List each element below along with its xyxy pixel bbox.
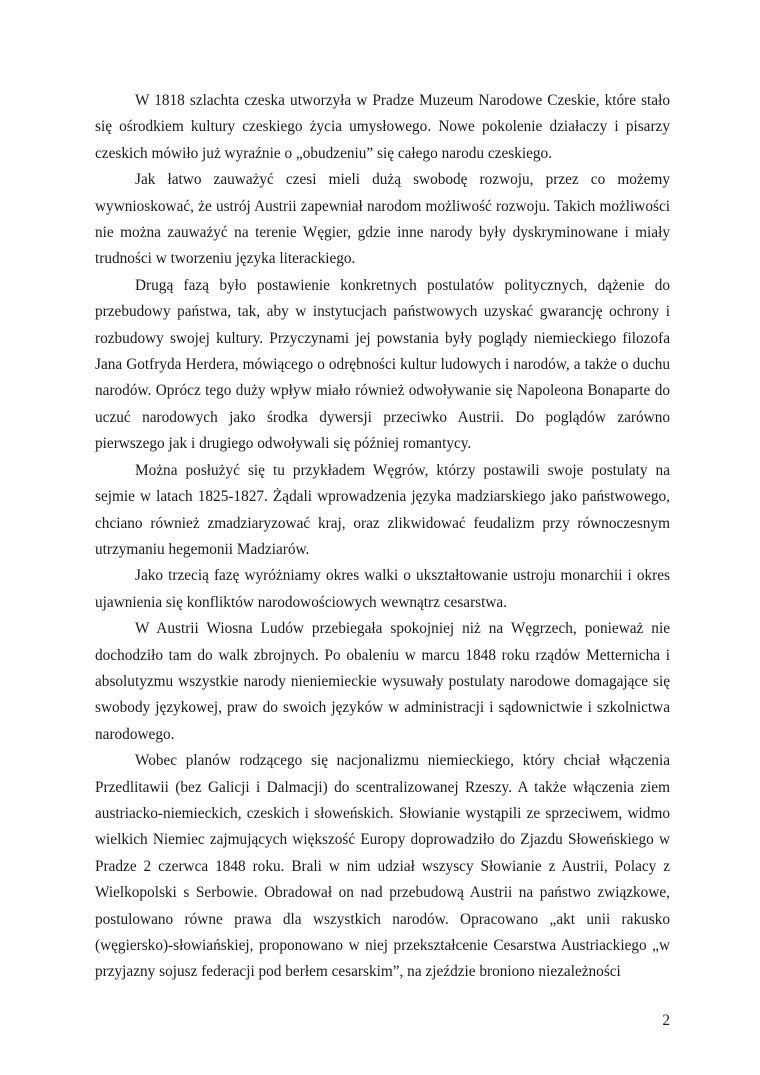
paragraph-1: W 1818 szlachta czeska utworzyła w Pradze Muzeum Narodowe Czeskie, które stało się ośrodkiem kultury czeskiego życia umysłowego. Nowe pokolenie działaczy i pisarzy czeskich mówiło już wyraźnie o „obudzeniu” się całego narodu czeskiego.	[95, 92, 670, 162]
paragraph-3: Drugą fazą było postawienie konkretnych postulatów politycznych, dążenie do przebudowy państwa, tak, aby w instytucjach państwowych uzyskać gwarancję ochrony i rozbudowy swojej kultury. Przyczynami jej powstania były poglądy niemieckiego filozofa Jana Gotfryda Herdera, mówiącego o odrębności kultur ludowych i narodów, a także o duchu narodów. Oprócz tego duży wpływ miało również odwoływanie się Napoleona Bonaparte do uczuć narodowych jako środka dywersji przeciwko Austrii. Do poglądów zarówno pierwszego jak i drugiego odwoływali się później romantycy.	[95, 276, 670, 453]
paragraph-4: Można posłużyć się tu przykładem Węgrów, którzy postawili swoje postulaty na sejmie w latach 1825-1827. Żądali wprowadzenia języka madziarskiego jako państwowego, chciano również zmadziaryzować kraj, oraz zlikwidować feudalizm przy równoczesnym utrzymaniu hegemonii Madziarów.	[95, 461, 670, 558]
paragraph-6: W Austrii Wiosna Ludów przebiegała spokojniej niż na Węgrzech, ponieważ nie dochodziło tam do walk zbrojnych. Po obaleniu w marcu 1848 roku rządów Metternicha i absolutyzmu wszystkie narody nieniemieckie wysuwały postulaty narodowe domagające się swobody językowej, praw do swoich języków w administracji i sądownictwie i szkolnictwa narodowego.	[95, 620, 670, 743]
paragraph-7: Wobec planów rodzącego się nacjonalizmu niemieckiego, który chciał włączenia Przedlitawii (bez Galicji i Dalmacji) do scentralizowanej Rzeszy. A także włączenia ziem austriacko-niemieckich, czeskich i słoweńskich. Słowianie wystąpili ze sprzeciwem, widmo wielkich Niemiec zajmujących większość Europy doprowadziło do Zjazdu Słoweńskiego w Pradze 2 czerwca 1848 roku. Brali w nim udział wszyscy Słowianie z Austrii, Polacy z Wielkopolski s Serbowie. Obradował on nad przebudową Austrii na państwo związkowe, postulowano równe prawa dla wszystkich narodów. Opracowano „akt unii rakusko (węgiersko)-słowiańskiej, proponowano w niej przekształcenie Cesarstwa Austriackiego „w przyjazny sojusz federacji pod berłem cesarskim”, na zjeździe broniono niezależności	[95, 752, 670, 981]
paragraph-2: Jak łatwo zauważyć czesi mieli dużą swobodę rozwoju, przez co możemy wywnioskować, że ustrój Austrii zapewniał narodom możliwość rozwoju. Takich możliwości nie można zauważyć na terenie Węgier, gdzie inne narody były dyskryminowane i miały trudności w tworzeniu języka literackiego.	[95, 171, 670, 268]
page-number: 2	[662, 1012, 670, 1029]
paragraph-5: Jako trzecią fazę wyróżniamy okres walki o ukształtowanie ustroju monarchii i okres ujawnienia się konfliktów narodowościowych wewnątrz cesarstwa.	[95, 567, 670, 611]
document-body	[95, 88, 670, 986]
